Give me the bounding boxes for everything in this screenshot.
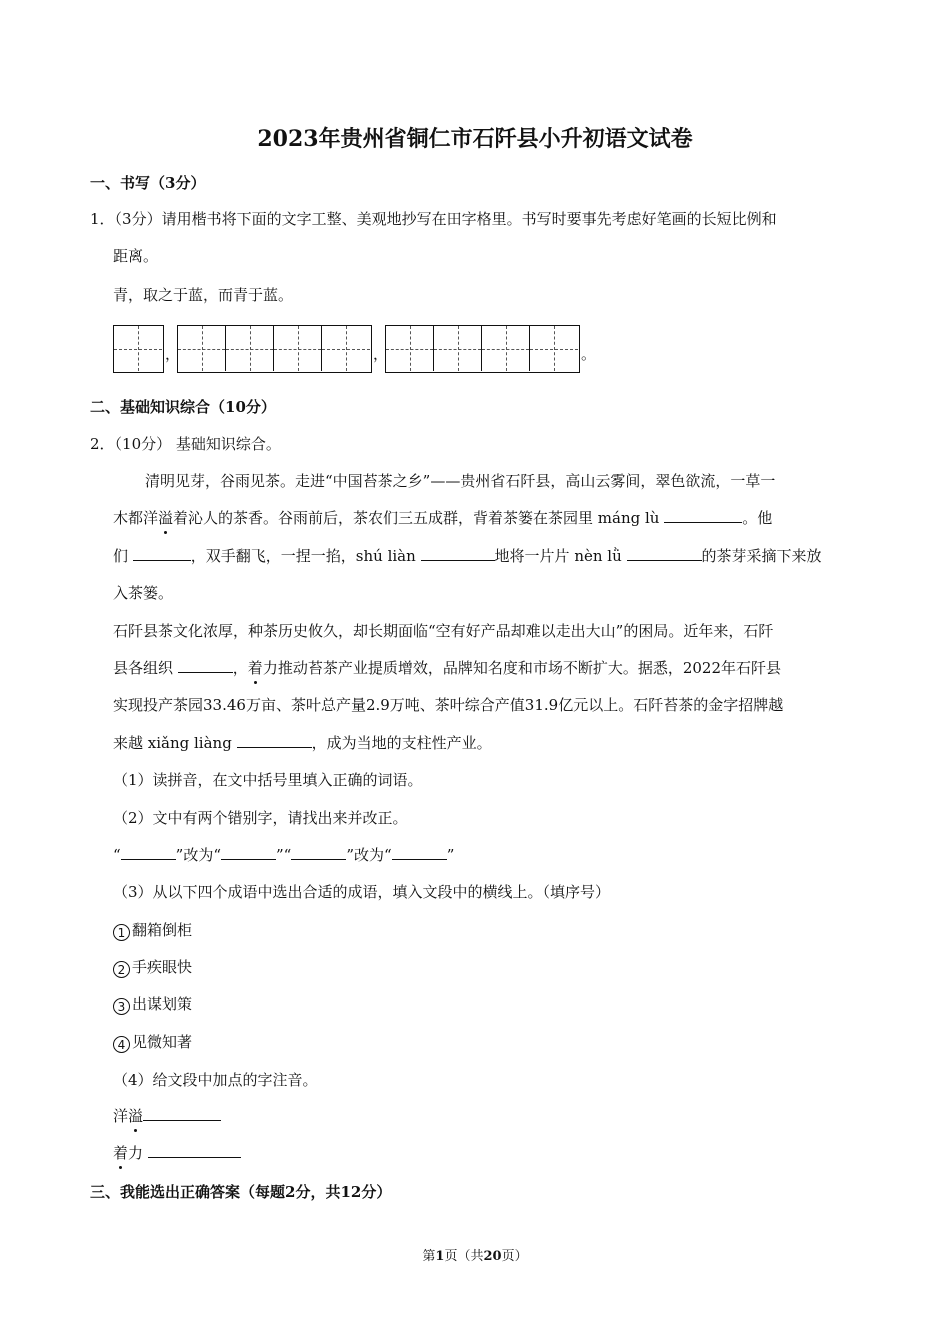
tianzi-cell[interactable]	[482, 326, 530, 371]
circled-number-3: 3	[113, 998, 130, 1015]
copy-text: 青，取之于蓝，而青于蓝。	[113, 286, 294, 304]
passage-2-line-1: 石阡县茶文化浓厚，种茶历史攸久，却长期面临“空有好产品却难以走出大山”的困局。近年来，石阡	[113, 622, 774, 640]
text: 力推动苔茶产业提质增效，品牌知名度和市场不断扩大。据悉，2022年石阡县	[262, 659, 781, 677]
circled-number-1: 1	[113, 924, 130, 941]
dotted-char: 溢	[128, 1107, 144, 1125]
passage-1-line-3	[113, 545, 822, 566]
text: ，双手翻飞，一捏一掐，shú liàn	[190, 547, 421, 565]
page-footer	[0, 1245, 950, 1264]
tianzi-grid-group-3[interactable]	[385, 325, 580, 373]
pinyin-blank-1[interactable]	[143, 1105, 221, 1121]
passage-1-line-4: 入茶篓。	[113, 584, 174, 602]
tianzi-cell[interactable]	[178, 326, 226, 371]
answer-blank-idiom-1[interactable]	[133, 545, 191, 561]
text: 。他	[742, 509, 773, 527]
footer-text: 页）	[501, 1249, 528, 1264]
answer-blank-xiangliang[interactable]	[237, 732, 312, 748]
answer-blank-shulian[interactable]	[421, 545, 495, 561]
passage-1-line-2	[113, 507, 772, 528]
tianzi-cell[interactable]	[226, 326, 274, 371]
text: ”“	[276, 846, 292, 864]
total-pages: 20	[483, 1249, 502, 1264]
tianzi-cell[interactable]	[322, 326, 370, 371]
circled-number-2: 2	[113, 961, 130, 978]
pinyin-blank-2[interactable]	[148, 1142, 241, 1158]
text: 地将一片片 nèn lǜ	[494, 547, 627, 565]
tianzi-cell[interactable]	[530, 326, 578, 371]
text: ”改为“	[346, 846, 392, 864]
question-2-title: 2．（10分） 基础知识综合。	[90, 435, 281, 453]
sub-question-3: （3）从以下四个成语中选出合适的成语，填入文段中的横线上。（填序号）	[113, 883, 611, 901]
grid-comma-2: ，	[373, 345, 389, 363]
page-title: 2023年贵州省铜仁市石阡县小升初语文试卷	[257, 126, 693, 152]
tianzi-grid-group-1[interactable]	[113, 325, 164, 373]
passage-2-line-2	[113, 657, 781, 678]
question-1-line-2: 距离。	[113, 247, 159, 265]
text: 木都洋	[113, 509, 159, 527]
section-1-heading: 一、书写（3分）	[90, 174, 206, 192]
text: ”改为“	[175, 846, 222, 864]
circled-number-4: 4	[113, 1036, 130, 1053]
tianzi-cell[interactable]	[434, 326, 482, 371]
text: “	[113, 846, 121, 864]
text: ，成为当地的支柱性产业。	[311, 734, 492, 752]
text: ，	[232, 659, 248, 677]
correct-char-blank-2[interactable]	[392, 844, 447, 860]
option-text: 见微知著	[132, 1033, 193, 1051]
sub-question-2: （2）文中有两个错别字，请找出来并改正。	[113, 809, 408, 827]
correction-line	[113, 844, 454, 865]
correct-char-blank-1[interactable]	[221, 844, 276, 860]
text: 洋	[113, 1107, 129, 1125]
option-text: 手疾眼快	[132, 958, 193, 976]
question-1-line-1: 1．（3分）请用楷书将下面的文字工整、美观地抄写在田字格里。书写时要事先考虑好笔画的长短比例和	[90, 210, 777, 228]
answer-blank-idiom-2[interactable]	[178, 657, 233, 673]
tianzi-cell[interactable]	[114, 326, 162, 371]
option-text: 出谋划策	[132, 995, 193, 1013]
tianzi-cell[interactable]	[386, 326, 434, 371]
text: 们	[113, 547, 133, 565]
footer-text: 页（共	[444, 1249, 484, 1264]
dotted-char: 着	[113, 1144, 129, 1162]
text: 县各组织	[113, 659, 178, 677]
wrong-char-blank-2[interactable]	[291, 844, 346, 860]
option-text: 翻箱倒柜	[132, 921, 193, 939]
answer-blank-nenlv[interactable]	[627, 545, 702, 561]
page-number: 1	[435, 1249, 445, 1264]
answer-blank-manglu[interactable]	[664, 507, 742, 523]
footer-text: 第	[422, 1249, 436, 1264]
tianzi-grid-group-2[interactable]	[177, 325, 372, 373]
text: 力	[128, 1144, 148, 1162]
option-4	[113, 1031, 192, 1053]
section-2-heading: 二、基础知识综合（10分）	[90, 398, 276, 416]
pinyin-line-1	[113, 1105, 221, 1126]
option-2	[113, 956, 192, 978]
section-3-heading: 三、我能选出正确答案（每题2分，共12分）	[90, 1183, 392, 1201]
text: ”	[446, 846, 455, 864]
sub-question-4: （4）给文段中加点的字注音。	[113, 1071, 318, 1089]
grid-comma-1: ，	[165, 345, 181, 363]
wrong-char-blank-1[interactable]	[121, 844, 176, 860]
passage-2-line-4	[113, 732, 492, 753]
option-3	[113, 993, 192, 1015]
sub-question-1: （1）读拼音，在文中括号里填入正确的词语。	[113, 771, 423, 789]
pinyin-line-2	[113, 1142, 241, 1163]
text: 的茶芽采摘下来放	[701, 547, 822, 565]
option-1	[113, 919, 192, 941]
dotted-char: 着	[247, 659, 263, 677]
grid-period: 。	[581, 345, 597, 363]
tianzi-cell[interactable]	[274, 326, 322, 371]
dotted-char: 溢	[158, 509, 174, 527]
passage-1-line-1: 清明见芽，谷雨见茶。走进“中国苔茶之乡”——贵州省石阡县，高山云雾间，翠色欲流，一草一	[145, 472, 776, 490]
text: 着沁人的茶香。谷雨前后，茶农们三五成群，背着茶篓在茶园里 máng lù	[173, 509, 665, 527]
passage-2-line-3: 实现投产茶园33.46万亩、茶叶总产量2.9万吨、茶叶综合产值31.9亿元以上。石阡苔茶的金字招牌越	[113, 696, 784, 714]
text: 来越 xiǎng liàng	[113, 734, 237, 752]
